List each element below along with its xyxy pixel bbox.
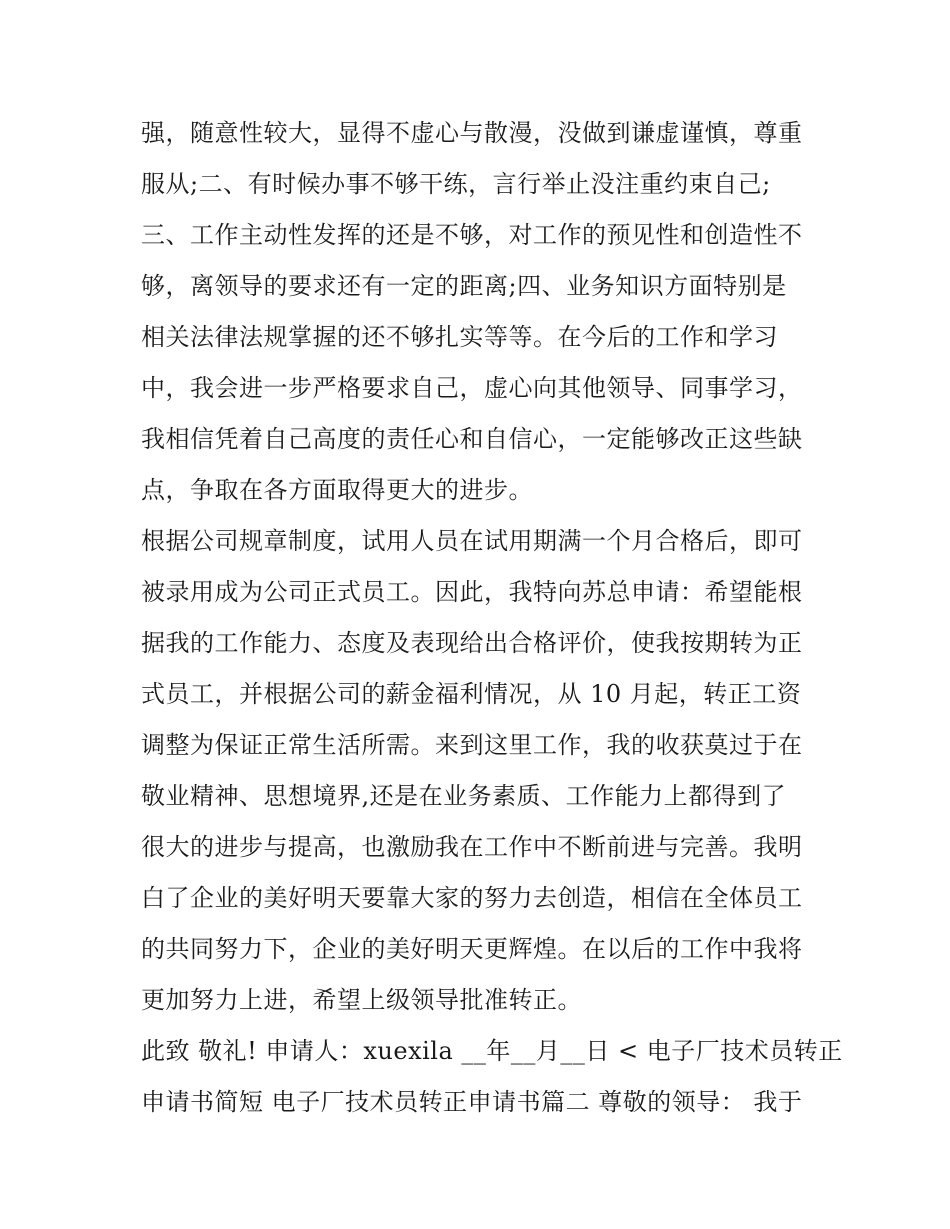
text-line: 服从;二、有时候办事不够干练，言行举止没注重约束自己;	[141, 170, 771, 198]
text-line: 调整为保证正常生活所需。来到这里工作，我的收获莫过于在	[141, 731, 803, 759]
text-line: 被录用成为公司正式员工。因此，我特向苏总申请：希望能根	[141, 578, 803, 606]
text-line: 强，随意性较大，显得不虚心与散漫，没做到谦虚谨慎，尊重	[141, 119, 803, 147]
text-line: 更加努力上进，希望上级领导批准转正。	[141, 986, 582, 1014]
text-line: 相关法律法规掌握的还不够扎实等等。在今后的工作和学习	[141, 323, 778, 351]
text-line: 我相信凭着自己高度的责任心和自信心，一定能够改正这些缺	[141, 425, 803, 453]
text-line: 中，我会进一步严格要求自己，虚心向其他领导、同事学习，	[141, 374, 803, 402]
text-line: 此致 敬礼! 申请人：xuexila __年__月__日 < 电子厂技术员转正	[141, 1037, 843, 1065]
document-page	[141, 108, 843, 1128]
text-line: 根据公司规章制度，试用人员在试用期满一个月合格后，即可	[141, 527, 803, 555]
text-line: 式员工，并根据公司的薪金福利情况，从 10 月起，转正工资	[141, 680, 802, 708]
text-line: 够，离领导的要求还有一定的距离;四、业务知识方面特别是	[141, 272, 787, 300]
paragraph-closing	[141, 1026, 843, 1128]
text-line: 白了企业的美好明天要靠大家的努力去创造，相信在全体员工	[141, 884, 803, 912]
text-line: 三、工作主动性发挥的还是不够，对工作的预见性和创造性不	[141, 221, 803, 249]
text-line: 很大的进步与提高，也激励我在工作中不断前进与完善。我明	[141, 833, 803, 861]
paragraph-shortcomings	[141, 108, 821, 516]
text-line: 申请书简短 电子厂技术员转正申请书篇二 尊敬的领导： 我于	[141, 1088, 803, 1116]
text-line: 的共同努力下，企业的美好明天更辉煌。在以后的工作中我将	[141, 935, 803, 963]
text-line: 敬业精神、思想境界,还是在业务素质、工作能力上都得到了	[141, 782, 787, 810]
text-line: 据我的工作能力、态度及表现给出合格评价，使我按期转为正	[141, 629, 803, 657]
paragraph-application	[141, 516, 821, 1026]
text-line: 点，争取在各方面取得更大的进步。	[141, 476, 533, 504]
